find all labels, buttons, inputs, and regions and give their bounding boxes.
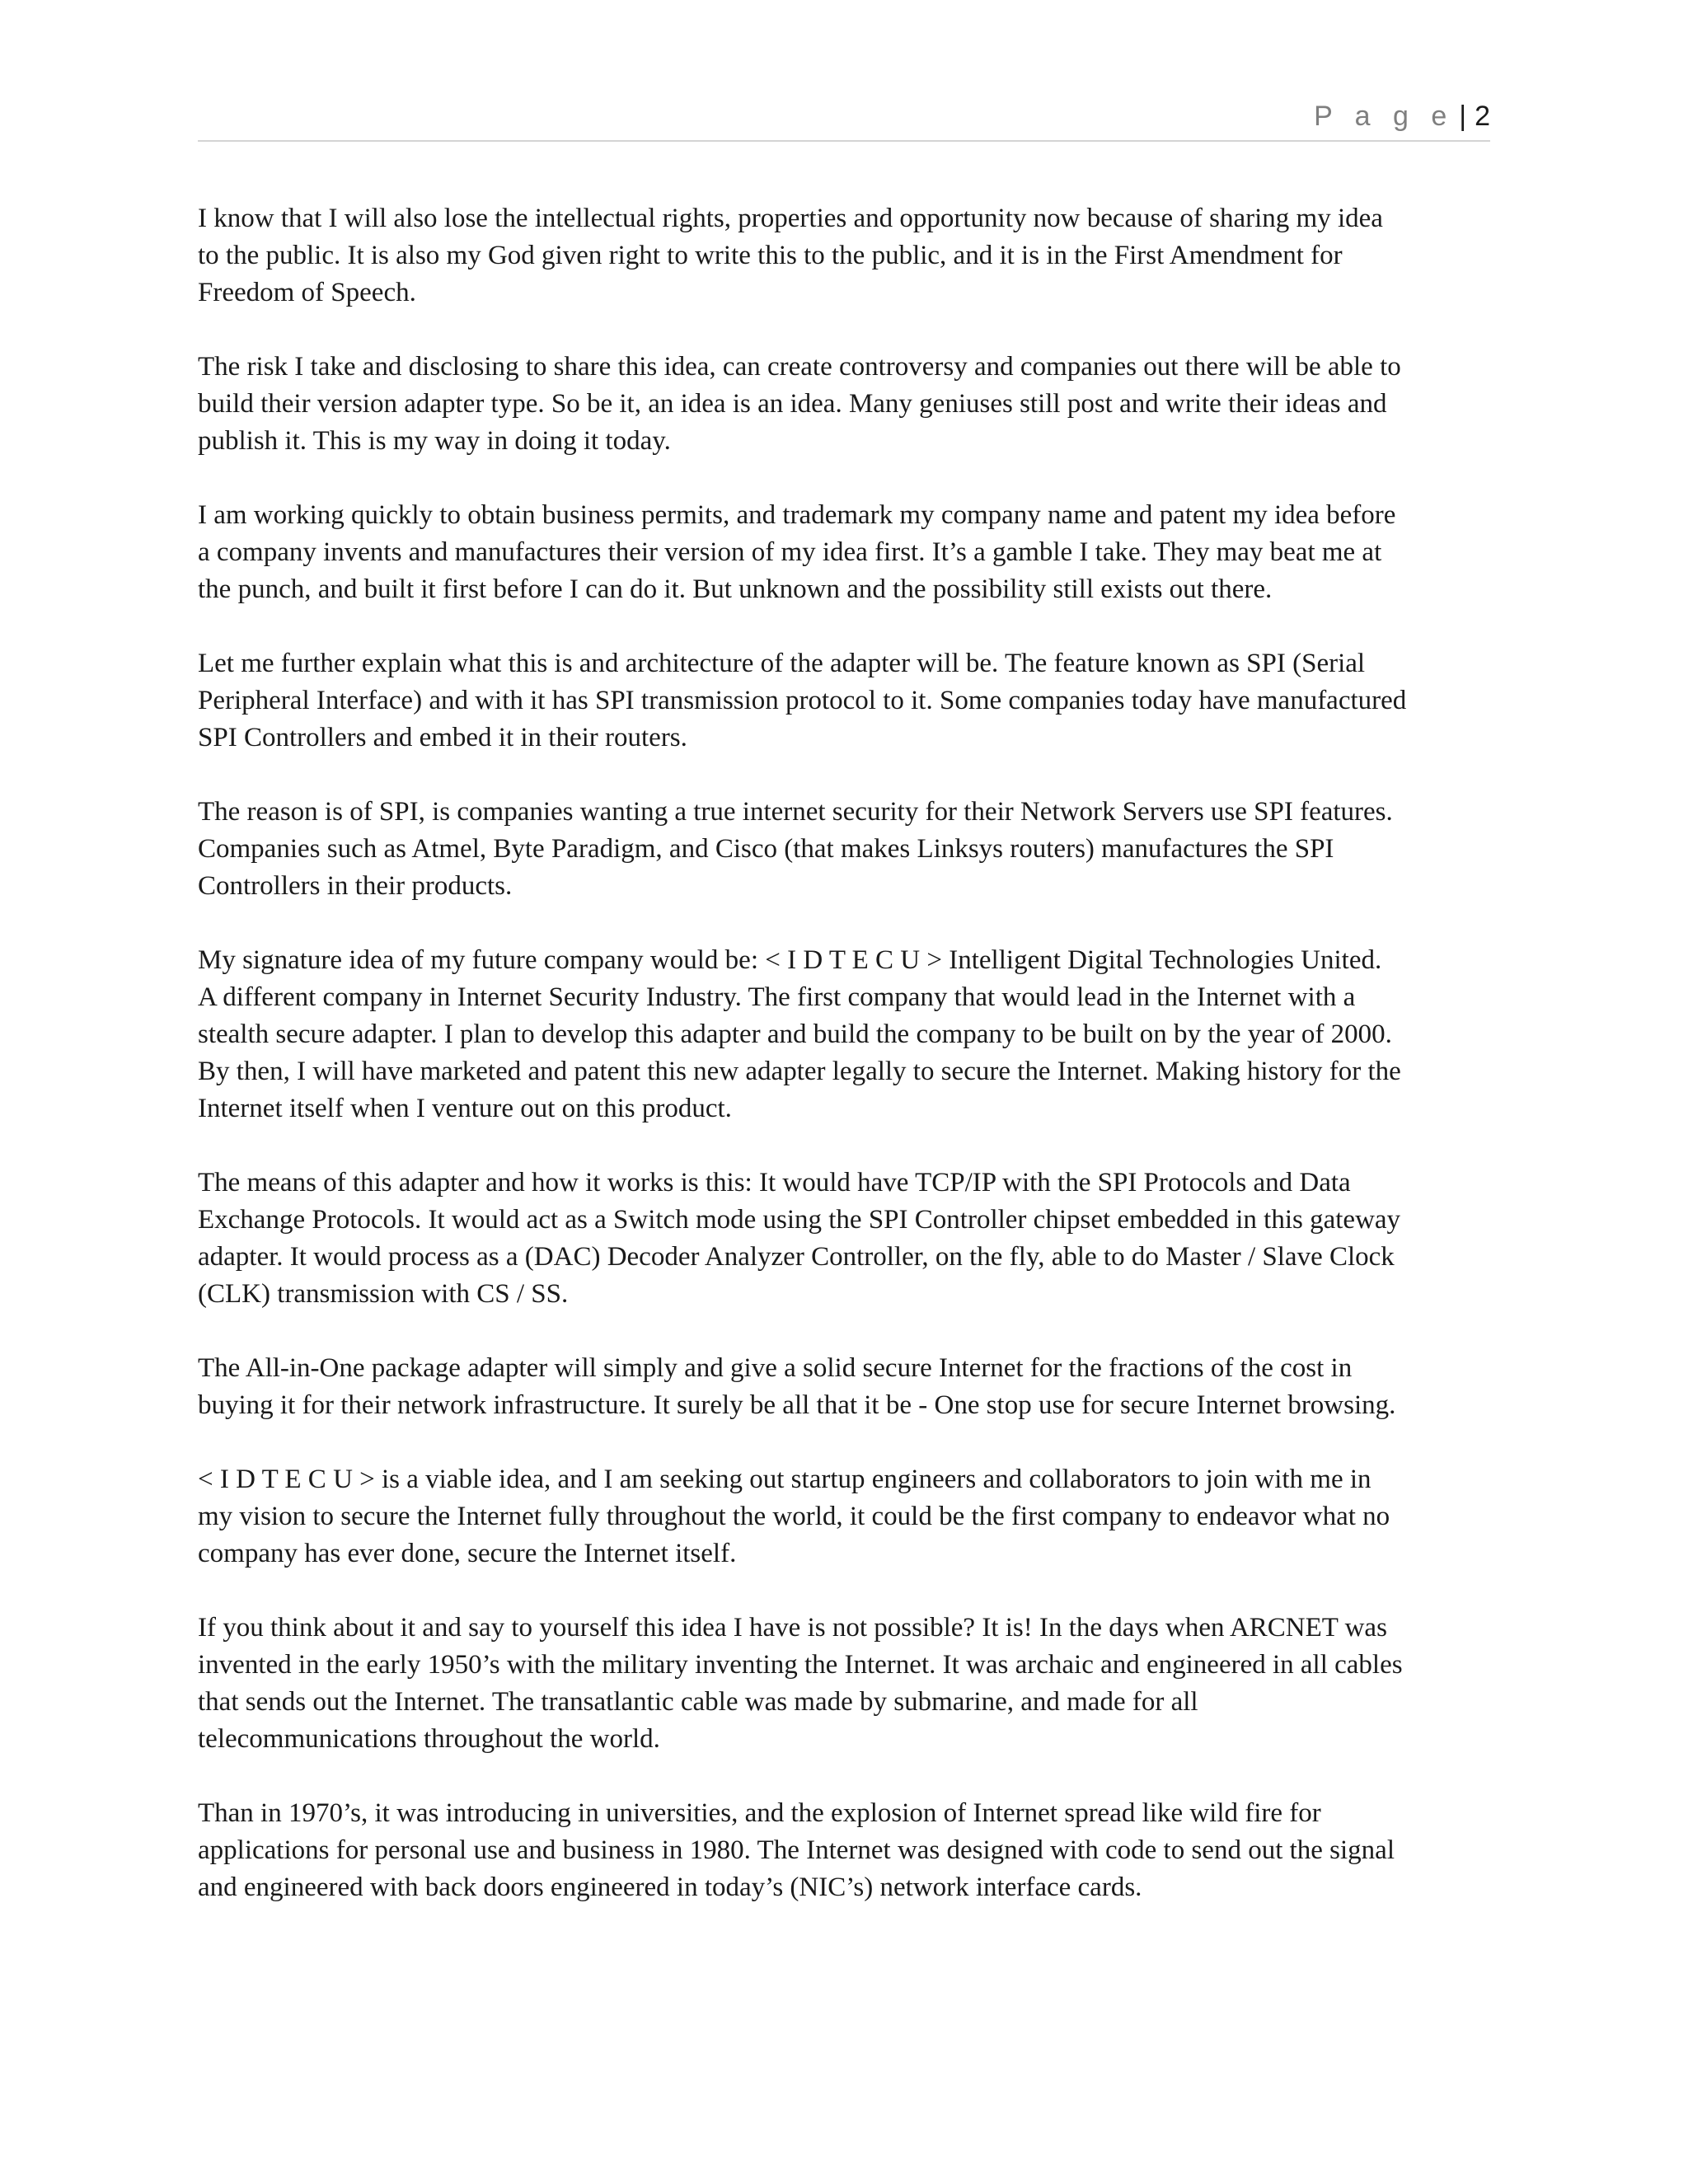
text-line: My signature idea of my future company would be: < I D T E C U > Intelligent Digital Technologies United. bbox=[198, 945, 1382, 975]
text-line: stealth secure adapter. I plan to develop this adapter and build the company to be built on by the year of 2000. bbox=[198, 1019, 1392, 1049]
text-line: that sends out the Internet. The transatlantic cable was made by submarine, and made for all bbox=[198, 1687, 1198, 1717]
text-line: I know that I will also lose the intellectual rights, properties and opportunity now because of sharing my idea bbox=[198, 204, 1383, 233]
text-line: The All-in-One package adapter will simply and give a solid secure Internet for the fractions of the cost in bbox=[198, 1353, 1353, 1383]
paragraph bbox=[198, 794, 1500, 905]
text-line: SPI Controllers and embed it in their routers. bbox=[198, 723, 687, 752]
text-line: If you think about it and say to yourself this idea I have is not possible? It is! In the days when ARCNET was bbox=[198, 1613, 1387, 1643]
text-line: Peripheral Interface) and with it has SPI transmission protocol to it. Some companies today have manufactured bbox=[198, 686, 1407, 715]
text-line: buying it for their network infrastructure. It surely be all that it be - One stop use for secure Internet browsing. bbox=[198, 1390, 1396, 1420]
paragraph bbox=[198, 200, 1500, 312]
paragraph bbox=[198, 645, 1500, 757]
paragraph bbox=[198, 1165, 1500, 1313]
document-body bbox=[198, 200, 1500, 1943]
text-line: Than in 1970’s, it was introducing in universities, and the explosion of Internet spread like wild fire for bbox=[198, 1798, 1321, 1828]
text-line: invented in the early 1950’s with the military inventing the Internet. It was archaic and engineered in all cables bbox=[198, 1650, 1403, 1680]
paragraph bbox=[198, 349, 1500, 460]
page-number-label bbox=[1314, 101, 1490, 132]
text-line: The means of this adapter and how it works is this: It would have TCP/IP with the SPI Protocols and Data bbox=[198, 1168, 1351, 1197]
page-word: P a g e bbox=[1314, 101, 1455, 132]
page-header bbox=[198, 97, 1490, 142]
text-line: Let me further explain what this is and architecture of the adapter will be. The feature known as SPI (Serial bbox=[198, 649, 1366, 678]
text-line: the punch, and built it first before I can do it. But unknown and the possibility still exists out there. bbox=[198, 574, 1273, 604]
text-line: publish it. This is my way in doing it today. bbox=[198, 426, 671, 456]
text-line: Controllers in their products. bbox=[198, 871, 513, 901]
paragraph bbox=[198, 942, 1500, 1127]
text-line: build their version adapter type. So be it, an idea is an idea. Many geniuses still post and write their ideas and bbox=[198, 389, 1387, 419]
text-line: telecommunications throughout the world. bbox=[198, 1724, 660, 1754]
text-line: By then, I will have marketed and patent this new adapter legally to secure the Internet. Making history for the bbox=[198, 1057, 1401, 1086]
text-line: I am working quickly to obtain business permits, and trademark my company name and patent my idea before bbox=[198, 500, 1396, 530]
text-line: to the public. It is also my God given right to write this to the public, and it is in the First Amendment for bbox=[198, 241, 1343, 270]
text-line: a company invents and manufactures their version of my idea first. It’s a gamble I take. They may beat me at bbox=[198, 537, 1382, 567]
page-number: 2 bbox=[1475, 101, 1490, 132]
paragraph bbox=[198, 1610, 1500, 1758]
text-line: (CLK) transmission with CS / SS. bbox=[198, 1279, 569, 1309]
page-separator: | bbox=[1459, 101, 1467, 132]
text-line: applications for personal use and business in 1980. The Internet was designed with code to send out the signal bbox=[198, 1835, 1395, 1865]
text-line: < I D T E C U > is a viable idea, and I am seeking out startup engineers and collaborators to join with me in bbox=[198, 1465, 1372, 1494]
text-line: The reason is of SPI, is companies wanting a true internet security for their Network Servers use SPI features. bbox=[198, 797, 1393, 827]
paragraph bbox=[198, 1795, 1500, 1906]
paragraph bbox=[198, 497, 1500, 608]
text-line: The risk I take and disclosing to share this idea, can create controversy and companies out there will be able to bbox=[198, 352, 1401, 382]
text-line: my vision to secure the Internet fully throughout the world, it could be the first company to endeavor what no bbox=[198, 1502, 1390, 1531]
text-line: A different company in Internet Security Industry. The first company that would lead in the Internet with a bbox=[198, 982, 1356, 1012]
text-line: Internet itself when I venture out on this product. bbox=[198, 1094, 732, 1123]
paragraph bbox=[198, 1350, 1500, 1424]
text-line: Freedom of Speech. bbox=[198, 278, 416, 307]
text-line: adapter. It would process as a (DAC) Decoder Analyzer Controller, on the fly, able to do Master / Slave Clock bbox=[198, 1242, 1395, 1272]
text-line: and engineered with back doors engineered in today’s (NIC’s) network interface cards. bbox=[198, 1872, 1142, 1902]
text-line: Exchange Protocols. It would act as a Switch mode using the SPI Controller chipset embedded in this gateway bbox=[198, 1205, 1401, 1235]
paragraph bbox=[198, 1461, 1500, 1572]
text-line: company has ever done, secure the Internet itself. bbox=[198, 1539, 737, 1568]
text-line: Companies such as Atmel, Byte Paradigm, and Cisco (that makes Linksys routers) manufactures the SPI bbox=[198, 834, 1334, 864]
